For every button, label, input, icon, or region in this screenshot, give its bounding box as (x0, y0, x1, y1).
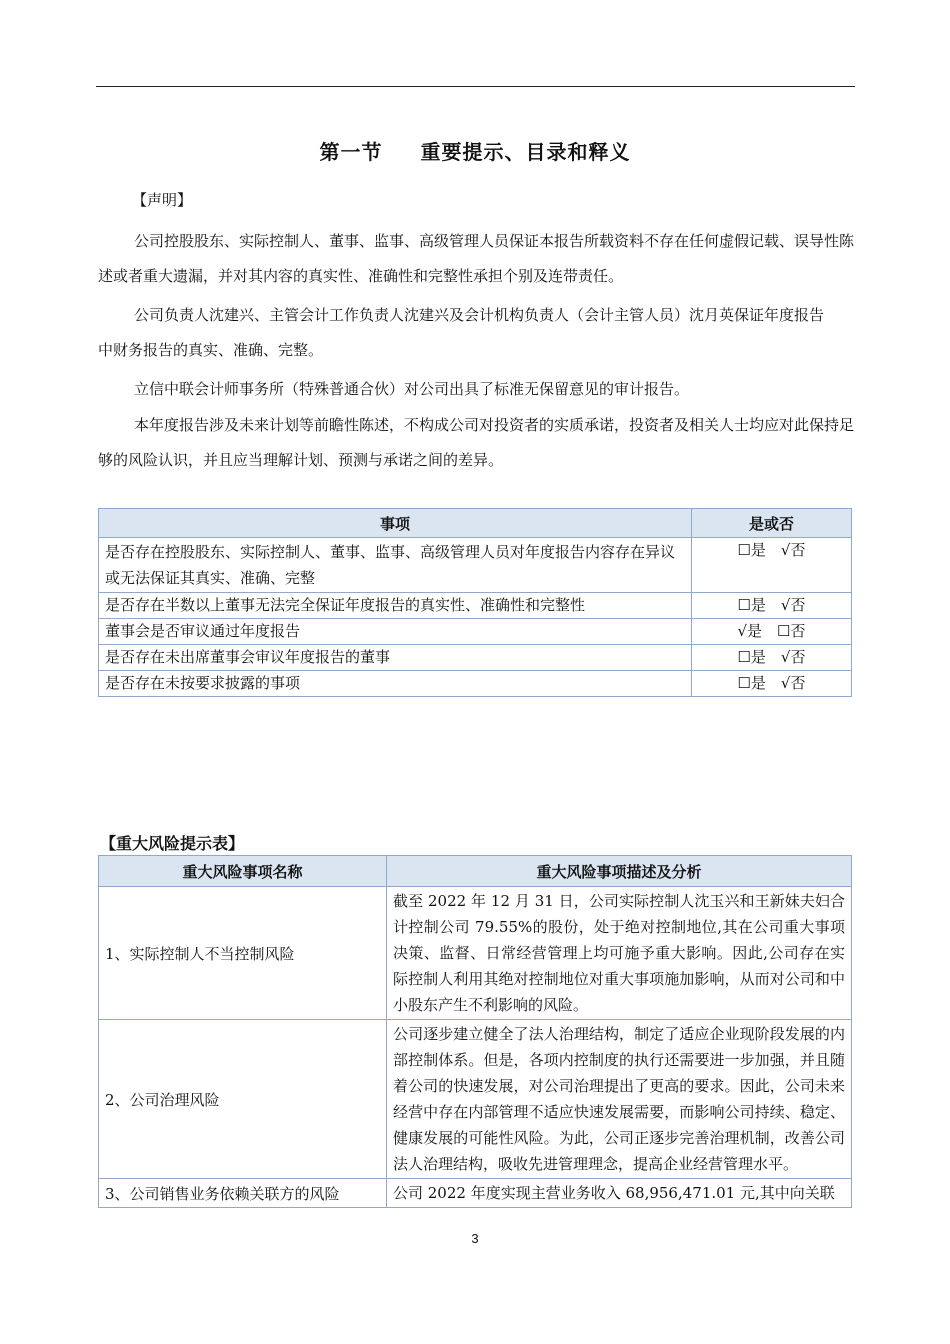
matters-header-item: 事项 (99, 509, 692, 538)
matters-header-answer: 是或否 (692, 509, 852, 538)
matter-answer: ☐是 √否 (692, 671, 852, 697)
header-rule (96, 86, 855, 87)
section-heading: 重要提示、目录和释义 (420, 140, 631, 164)
section-title (0, 136, 950, 165)
matters-table (98, 508, 852, 697)
declaration-label: 【声明】 (132, 191, 193, 209)
declaration-paragraph-3: 立信中联会计师事务所（特殊普通合伙）对公司出具了标准无保留意见的审计报告。 (134, 380, 690, 398)
risk-name: 1、实际控制人不当控制风险 (99, 887, 387, 1020)
risk-header-row (99, 856, 852, 887)
matter-item: 是否存在半数以上董事无法完全保证年度报告的真实性、准确性和完整性 (99, 593, 692, 619)
table-row (99, 1179, 852, 1208)
table-row (99, 887, 852, 1020)
risk-name: 2、公司治理风险 (99, 1020, 387, 1179)
risk-header-desc: 重大风险事项描述及分析 (387, 856, 852, 887)
matter-item: 是否存在控股股东、实际控制人、董事、监事、高级管理人员对年度报告内容存在异议或无法保证其真实、准确、完整 (99, 538, 692, 593)
matter-item: 董事会是否审议通过年度报告 (99, 619, 692, 645)
matter-answer: ☐是 √否 (692, 538, 852, 593)
declaration-paragraph-4: 本年度报告涉及未来计划等前瞻性陈述，不构成公司对投资者的实质承诺，投资者及相关人士均应对此保持足够的风险认识，并且应当理解计划、预测与承诺之间的差异。 (98, 416, 855, 469)
declaration-paragraph-1: 公司控股股东、实际控制人、董事、监事、高级管理人员保证本报告所载资料不存在任何虚假记载、误导性陈述或者重大遗漏，并对其内容的真实性、准确性和完整性承担个别及连带责任。 (98, 232, 855, 285)
risk-description: 截至 2022 年 12 月 31 日，公司实际控制人沈玉兴和王新妹夫妇合计控制公司 79.55%的股份，处于绝对控制地位,其在公司重大事项决策、监督、日常经营管理上均可施予重大影响。因此,公司存在实际控制人利用其绝对控制地位对重大事项施加影响，从而对公司和中小股东产生不利影响的风险。 (387, 887, 852, 1020)
matter-item: 是否存在未按要求披露的事项 (99, 671, 692, 697)
table-row (99, 619, 852, 645)
risk-table-title: 【重大风险提示表】 (100, 834, 245, 853)
matter-answer: ☐是 √否 (692, 645, 852, 671)
table-row (99, 671, 852, 697)
table-row (99, 593, 852, 619)
table-row (99, 538, 852, 593)
risk-name: 3、公司销售业务依赖关联方的风险 (99, 1179, 387, 1208)
section-number: 第一节 (319, 140, 383, 164)
risk-description: 公司逐步建立健全了法人治理结构，制定了适应企业现阶段发展的内部控制体系。但是，各项内控制度的执行还需要进一步加强，并且随着公司的快速发展，对公司治理提出了更高的要求。因此，公司未来经营中存在内部管理不适应快速发展需要，而影响公司持续、稳定、健康发展的可能性风险。为此，公司正逐步完善治理机制，改善公司法人治理结构，吸收先进管理理念，提高企业经营管理水平。 (387, 1020, 852, 1179)
risk-header-name: 重大风险事项名称 (99, 856, 387, 887)
matter-item: 是否存在未出席董事会审议年度报告的董事 (99, 645, 692, 671)
matters-header-row (99, 509, 852, 538)
page-number: 3 (471, 1231, 479, 1246)
matter-answer: √是 ☐否 (692, 619, 852, 645)
declaration-paragraph-2: 公司负责人沈建兴、主管会计工作负责人沈建兴及会计机构负责人（会计主管人员）沈月英保证年度报告中财务报告的真实、准确、完整。 (98, 306, 825, 359)
risk-table (98, 855, 852, 1208)
table-row (99, 645, 852, 671)
matter-answer: ☐是 √否 (692, 593, 852, 619)
table-row (99, 1020, 852, 1179)
risk-description: 公司 2022 年度实现主营业务收入 68,956,471.01 元,其中向关联 (387, 1179, 852, 1208)
